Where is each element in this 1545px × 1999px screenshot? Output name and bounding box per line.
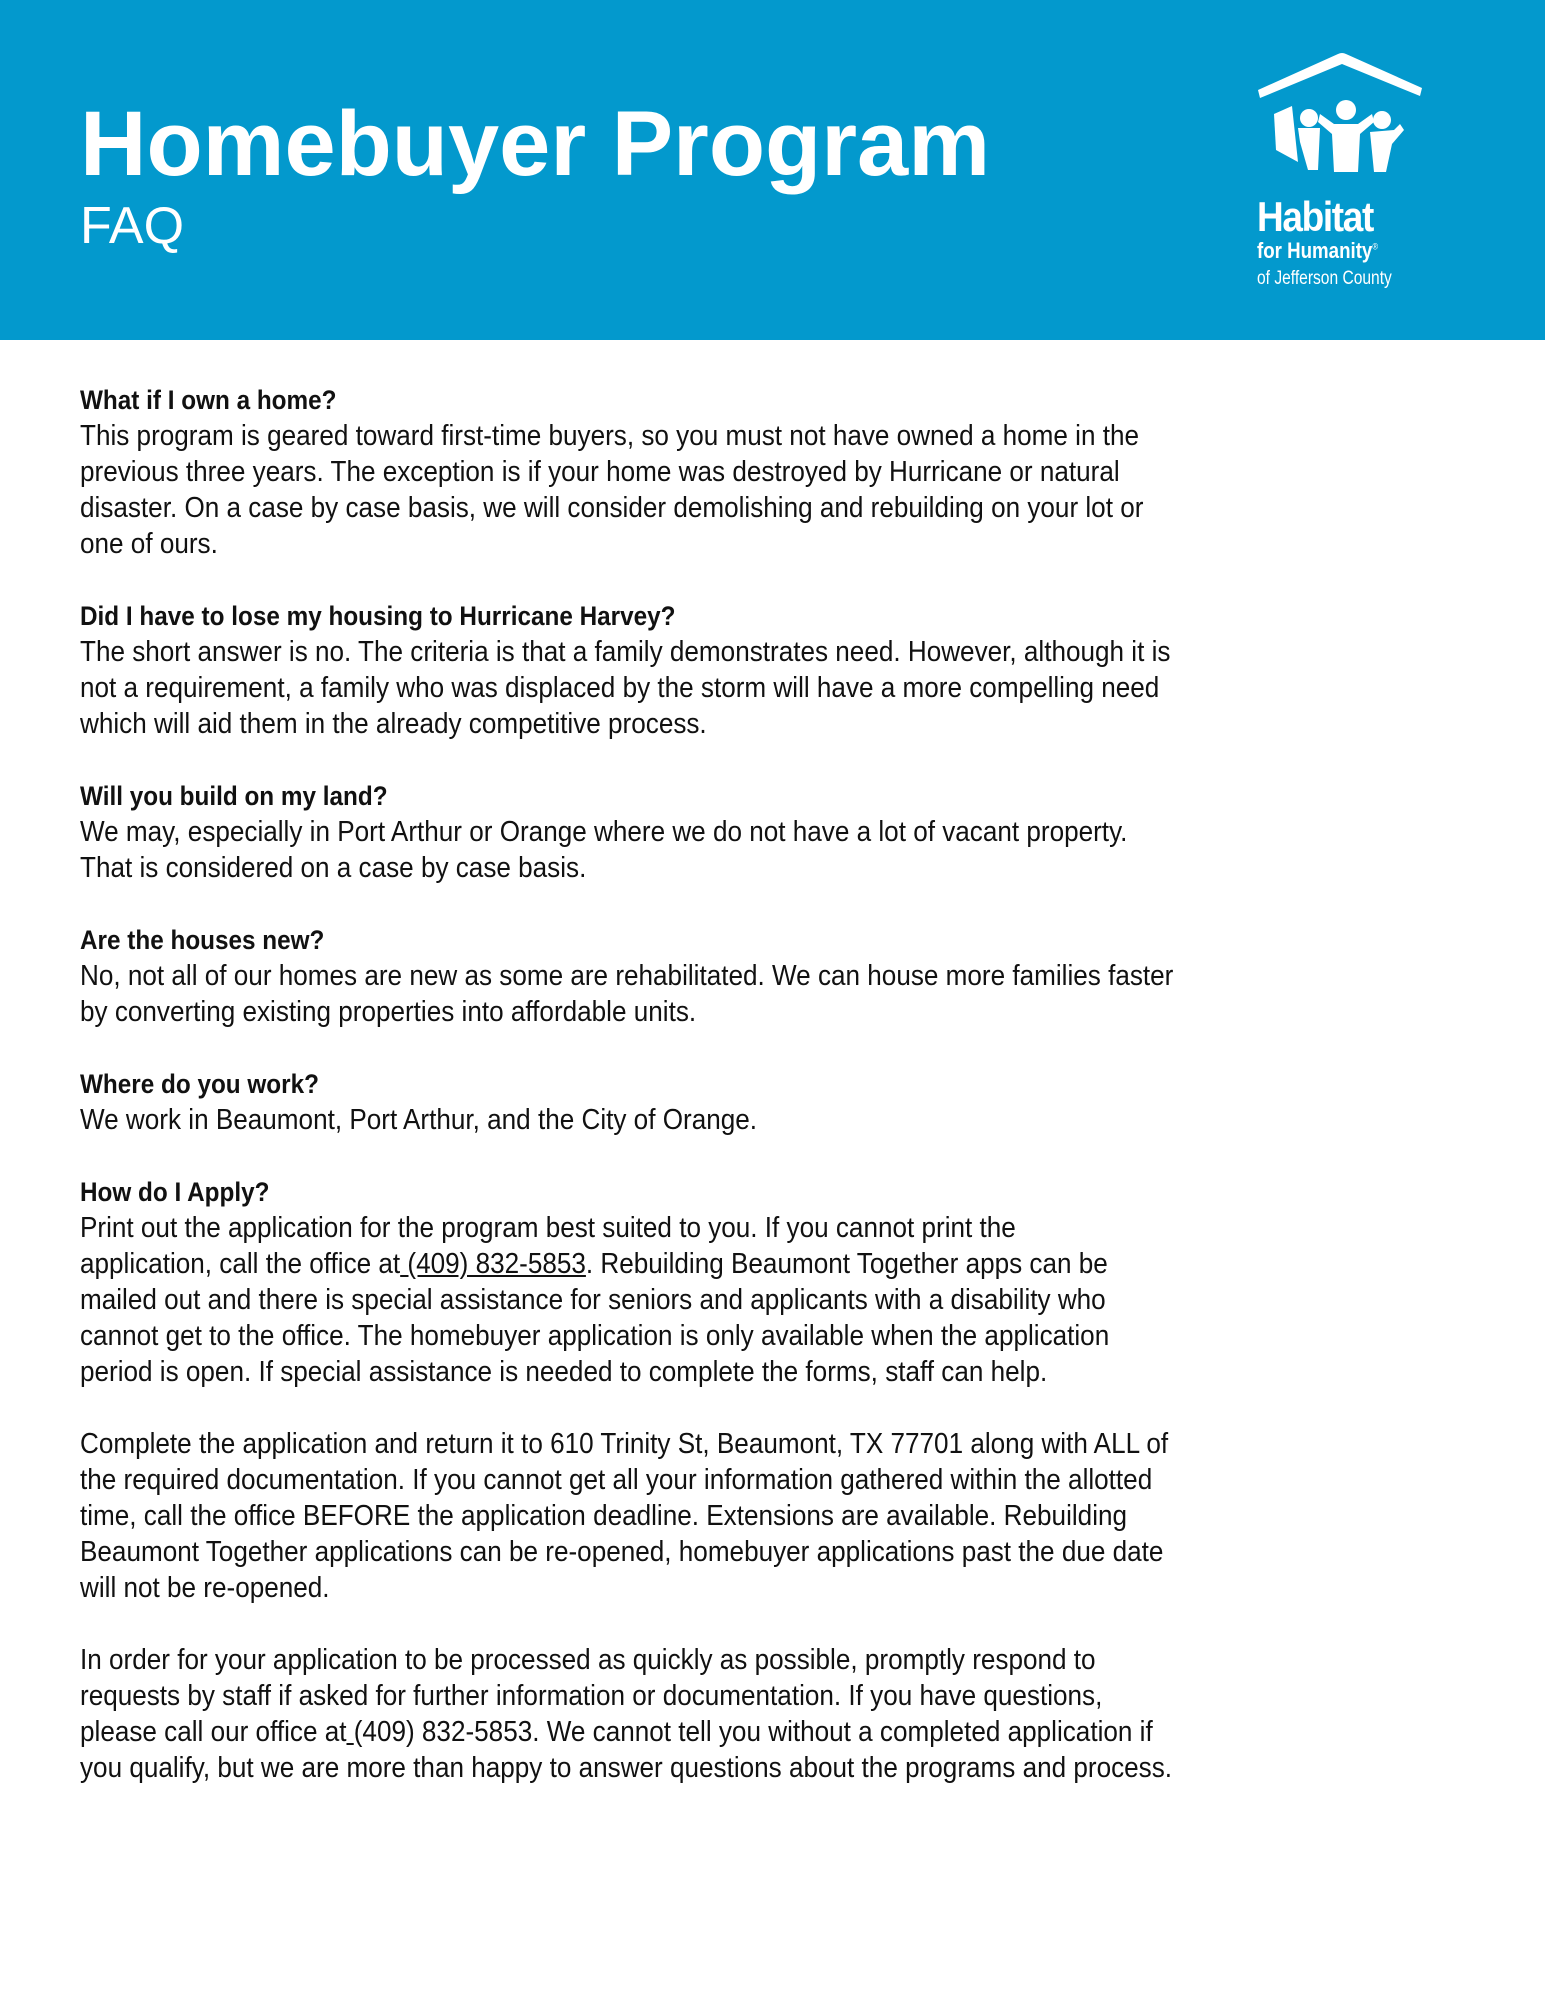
- apply-line: Complete the application and return it to 610 Trinity St, Beaumont, TX 77701 along with ALL of: [80, 1428, 1169, 1460]
- phone-text: (409) 832-5853. We cannot tell you without a completed application if: [353, 1716, 1153, 1748]
- apply-line: will not be re-opened.: [80, 1572, 330, 1604]
- page-title: Homebuyer Program: [80, 93, 991, 195]
- faq-answer-line: by converting existing properties into affordable units.: [80, 996, 697, 1028]
- apply-line: cannot get to the office. The homebuyer application is only available when the application: [80, 1320, 1110, 1352]
- faq-content: [80, 382, 1500, 1822]
- faq-item: [80, 1066, 1500, 1138]
- logo-line-3: of Jefferson County: [1257, 268, 1392, 289]
- faq-answer-line: previous three years. The exception is if your home was destroyed by Hurricane or natural: [80, 456, 1120, 488]
- faq-item: [80, 382, 1500, 562]
- apply-line: mailed out and there is special assistance for seniors and applicants with a disability who: [80, 1284, 1106, 1316]
- house-people-icon: [1250, 52, 1430, 192]
- faq-question: Will you build on my land?: [80, 781, 388, 811]
- apply-line: you qualify, but we are more than happy to answer questions about the programs and process.: [80, 1752, 1173, 1784]
- faq-answer-line: not a requirement, a family who was displaced by the storm will have a more compelling need: [80, 672, 1160, 704]
- faq-item-apply: [80, 1174, 1500, 1786]
- apply-paragraph-3: [80, 1642, 1500, 1786]
- apply-line: requests by staff if asked for further information or documentation. If you have questions,: [80, 1680, 1103, 1712]
- faq-answer-line: The short answer is no. The criteria is that a family demonstrates need. However, although it is: [80, 636, 1171, 668]
- logo-wordmark: Habitat: [1257, 193, 1374, 240]
- habitat-logo: [1250, 52, 1430, 302]
- phone-link[interactable]: (409) 832-5853: [400, 1248, 586, 1280]
- apply-line: time, call the office BEFORE the application deadline. Extensions are available. Rebuilding: [80, 1500, 1128, 1532]
- apply-paragraph-2: [80, 1426, 1500, 1606]
- faq-item: [80, 778, 1500, 886]
- faq-item: [80, 922, 1500, 1030]
- faq-answer-line: one of ours.: [80, 528, 218, 560]
- logo-line-2: for Humanity®: [1257, 238, 1378, 263]
- apply-line: the required documentation. If you cannot get all your information gathered within the allotted: [80, 1464, 1153, 1496]
- faq-answer-line: We work in Beaumont, Port Arthur, and the City of Orange.: [80, 1104, 758, 1136]
- faq-answer-line: which will aid them in the already competitive process.: [80, 708, 707, 740]
- apply-paragraph-1: [80, 1210, 1500, 1390]
- faq-question: Did I have to lose my housing to Hurricane Harvey?: [80, 601, 676, 631]
- faq-answer-line: That is considered on a case by case basis.: [80, 852, 587, 884]
- faq-question: What if I own a home?: [80, 385, 337, 415]
- apply-line: application, call the office at (409) 832-5853. Rebuilding Beaumont Together apps can be: [80, 1248, 1108, 1280]
- apply-line: In order for your application to be processed as quickly as possible, promptly respond to: [80, 1644, 1096, 1676]
- faq-question: Where do you work?: [80, 1069, 319, 1099]
- faq-answer-line: This program is geared toward first-time buyers, so you must not have owned a home in the: [80, 420, 1140, 452]
- apply-line: Print out the application for the program best suited to you. If you cannot print the: [80, 1212, 1016, 1244]
- apply-line: period is open. If special assistance is needed to complete the forms, staff can help.: [80, 1356, 1048, 1388]
- faq-item: [80, 598, 1500, 742]
- page-subtitle: FAQ: [80, 197, 185, 255]
- apply-line: please call our office at (409) 832-5853. We cannot tell you without a completed application if: [80, 1716, 1153, 1748]
- faq-question: How do I Apply?: [80, 1177, 270, 1207]
- header-banner: [0, 0, 1545, 340]
- faq-question: Are the houses new?: [80, 925, 325, 955]
- faq-answer-line: No, not all of our homes are new as some are rehabilitated. We can house more families faster: [80, 960, 1174, 992]
- apply-line: Beaumont Together applications can be re-opened, homebuyer applications past the due date: [80, 1536, 1164, 1568]
- faq-answer-line: disaster. On a case by case basis, we will consider demolishing and rebuilding on your lot or: [80, 492, 1144, 524]
- faq-answer-line: We may, especially in Port Arthur or Orange where we do not have a lot of vacant property.: [80, 816, 1128, 848]
